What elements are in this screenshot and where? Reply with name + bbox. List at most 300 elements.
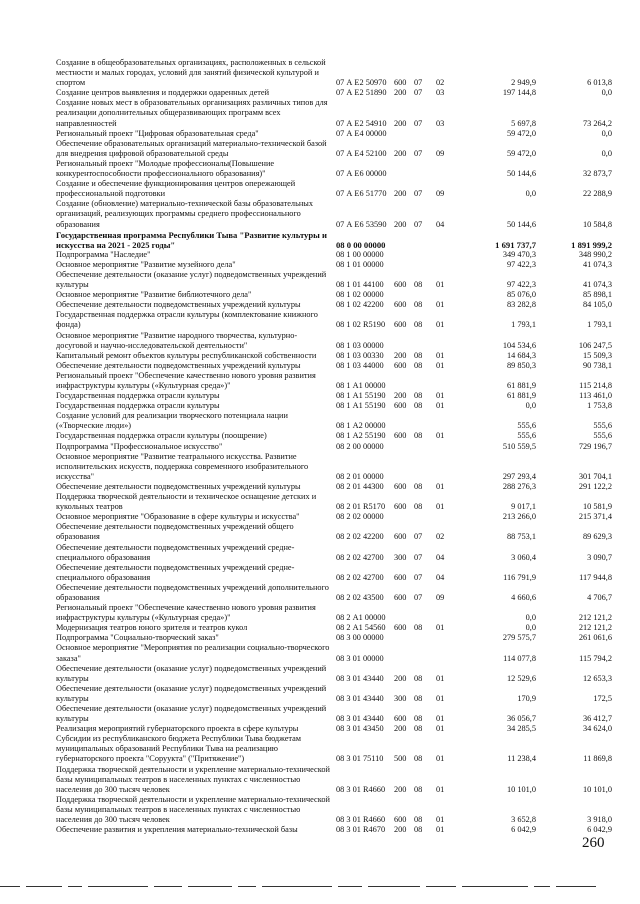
row-amount-2022: 12 653,3	[582, 673, 612, 683]
row-expense-type: 600	[394, 572, 407, 582]
row-csr-code: 08 3 01 43440	[336, 673, 384, 683]
row-name: Субсидии из республиканского бюджета Республики Тыва бюджетам муниципальных образований Республики Тыва на реализацию губернаторского проекта "Соруукта" ("Притяжение")	[56, 734, 302, 764]
row-amount-2022: 85 898,1	[582, 290, 612, 300]
row-amount-2021: 297 293,4	[502, 471, 536, 481]
row-amount-2021: 114 077,8	[503, 653, 536, 663]
row-expense-type: 600	[394, 300, 407, 310]
table-row	[56, 664, 626, 684]
row-section: 08	[414, 401, 423, 411]
row-name: Обеспечение деятельности подведомственных учреждений культуры	[56, 481, 301, 491]
row-amount-2021: 88 753,1	[506, 532, 536, 542]
row-amount-2021: 5 697,8	[511, 118, 536, 128]
row-name: Основное мероприятие "Образование в сфере культуры и искусства"	[56, 512, 300, 522]
row-expense-type: 200	[394, 219, 407, 229]
table-row	[56, 734, 626, 764]
row-csr-code: 08 2 01 00000	[336, 471, 384, 481]
row-csr-code: 08 1 А2 00000	[336, 421, 386, 431]
row-section: 08	[414, 481, 423, 491]
row-csr-code: 08 1 01 44100	[336, 280, 384, 290]
row-name: Поддержка творческой деятельности и укрепление материально-технической базы муниципальных театров в населенных пунктах с численностью населения до 300 тысяч человек	[56, 794, 330, 825]
row-csr-code: 08 1 А2 55190	[336, 431, 386, 441]
row-csr-code: 07 А E2 54910	[336, 118, 387, 128]
table-row	[56, 482, 626, 492]
table-row	[56, 431, 626, 441]
row-amount-2021: 104 534,6	[502, 340, 536, 350]
row-expense-type: 600	[394, 815, 407, 825]
row-amount-2021: 555,6	[517, 431, 536, 441]
table-row	[56, 250, 626, 260]
row-csr-code: 08 2 02 42200	[336, 532, 384, 542]
row-name: Создание условий для реализации творческого потенциала нации («Творческие люди»)	[56, 411, 288, 431]
row-amount-2022: 41 074,3	[582, 280, 612, 290]
row-name: Поддержка творческой деятельности и укрепление материально-технической базы муниципальных театров в населенных пунктах с численностью населения до 300 тысяч человек	[56, 764, 330, 794]
row-name: Обеспечение деятельности подведомственных учреждений культуры	[56, 360, 301, 370]
row-expense-type: 200	[394, 784, 407, 794]
table-row	[56, 583, 626, 603]
row-section: 08	[414, 431, 423, 441]
table-row	[56, 603, 626, 623]
row-amount-2022: 1 891 999,2	[571, 239, 612, 250]
row-section: 08	[414, 815, 423, 825]
row-section: 08	[414, 784, 423, 794]
row-section: 08	[414, 754, 423, 764]
row-csr-code: 08 1 А1 55190	[336, 401, 386, 411]
row-amount-2022: 212 121,2	[578, 623, 612, 633]
row-amount-2021: 97 422,3	[506, 280, 536, 290]
row-subsection: 03	[436, 88, 445, 98]
row-csr-code: 07 А E2 50970	[336, 78, 387, 88]
row-subsection: 09	[436, 148, 445, 158]
row-amount-2022: 113 461,0	[579, 391, 612, 401]
row-section: 08	[414, 825, 423, 835]
row-subsection: 09	[436, 189, 445, 199]
row-amount-2022: 212 121,2	[578, 613, 612, 623]
row-section: 07	[414, 88, 423, 98]
row-subsection: 01	[436, 350, 445, 360]
table-row	[56, 310, 626, 330]
row-section: 07	[414, 189, 423, 199]
row-expense-type: 600	[394, 280, 407, 290]
row-csr-code: 08 2 А1 54560	[336, 623, 386, 633]
row-expense-type: 200	[394, 88, 407, 98]
row-expense-type: 600	[394, 78, 407, 88]
row-amount-2022: 215 371,4	[578, 512, 612, 522]
row-section: 08	[414, 320, 423, 330]
row-section: 08	[414, 714, 423, 724]
row-amount-2021: 0,0	[525, 623, 536, 633]
row-name: Основное мероприятие "Развитие музейного дела"	[56, 259, 236, 269]
row-amount-2022: 261 061,6	[578, 633, 612, 643]
row-amount-2021: 89 850,3	[506, 360, 536, 370]
row-name: Обеспечение образовательных организаций материально-технической базой для внедрения цифровой образовательной среды	[56, 138, 327, 158]
row-amount-2022: 3 918,0	[587, 815, 612, 825]
page-number: 260	[582, 835, 605, 851]
row-name: Государственная поддержка отрасли культуры (комплектование книжного фонда)	[56, 310, 318, 330]
row-expense-type: 200	[394, 825, 407, 835]
row-amount-2022: 11 869,8	[583, 754, 612, 764]
table-row	[56, 270, 626, 290]
row-name: Основное мероприятие "Развитие театрального искусства. Развитие исполнительских искусств, поддержка современного изобразительного искусства"	[56, 451, 309, 481]
row-name: Обеспечение деятельности подведомственных учреждений средне-специального образования	[56, 562, 295, 582]
row-expense-type: 300	[394, 552, 407, 562]
row-amount-2021: 0,0	[525, 401, 536, 411]
row-expense-type: 600	[394, 623, 407, 633]
row-csr-code: 07 А E6 51770	[336, 189, 387, 199]
row-subsection: 01	[436, 673, 445, 683]
row-csr-code: 08 1 А1 00000	[336, 381, 386, 390]
row-subsection: 04	[436, 219, 445, 229]
row-subsection: 01	[436, 320, 445, 330]
row-amount-2021: 1 793,1	[511, 320, 536, 330]
table-row	[56, 724, 626, 734]
table-row	[56, 391, 626, 401]
row-subsection: 01	[436, 360, 445, 370]
table-row	[56, 139, 626, 159]
row-amount-2021: 288 276,3	[502, 481, 536, 491]
row-amount-2021: 59 472,0	[506, 128, 536, 138]
row-csr-code: 08 1 03 44000	[336, 360, 384, 370]
row-subsection: 01	[436, 280, 445, 290]
row-amount-2021: 555,6	[517, 421, 536, 431]
table-row	[56, 159, 626, 179]
row-amount-2021: 97 422,3	[506, 259, 536, 269]
row-section: 08	[414, 693, 423, 703]
row-section: 08	[414, 280, 423, 290]
row-amount-2022: 115 794,2	[579, 653, 612, 663]
row-csr-code: 07 А E6 53590	[336, 219, 387, 229]
row-section: 08	[414, 300, 423, 310]
table-row	[56, 300, 626, 310]
row-expense-type: 600	[394, 481, 407, 491]
row-subsection: 01	[436, 815, 445, 825]
row-expense-type: 300	[394, 693, 407, 703]
row-subsection: 03	[436, 118, 445, 128]
row-subsection: 02	[436, 78, 445, 88]
row-csr-code: 08 3 01 R4660	[336, 815, 386, 825]
row-name: Обеспечение деятельности (оказание услуг) подведомственных учреждений культуры	[56, 269, 327, 290]
row-amount-2021: 349 470,3	[502, 249, 536, 259]
row-csr-code: 08 1 03 00000	[336, 340, 384, 350]
row-amount-2021: 34 285,5	[506, 724, 536, 734]
row-expense-type: 200	[394, 673, 407, 683]
row-expense-type: 600	[394, 532, 407, 542]
table-row	[56, 452, 626, 482]
row-amount-2021: 83 282,8	[506, 300, 536, 310]
row-section: 08	[414, 391, 423, 401]
row-name: Обеспечение деятельности (оказание услуг) подведомственных учреждений культуры	[56, 704, 327, 724]
row-subsection: 01	[436, 724, 445, 734]
row-csr-code: 08 1 01 00000	[336, 259, 384, 269]
row-name: Региональный проект "Молодые профессионалы(Повышение конкурентоспособности профессионального образования)"	[56, 158, 275, 179]
row-subsection: 01	[436, 431, 445, 441]
row-amount-2022: 117 944,8	[579, 572, 612, 582]
row-amount-2021: 3 652,8	[511, 815, 536, 825]
table-row	[56, 633, 626, 643]
row-amount-2021: 510 559,5	[502, 441, 536, 451]
table-row	[56, 492, 626, 512]
table-row	[56, 623, 626, 633]
row-amount-2021: 197 144,8	[502, 88, 536, 98]
row-csr-code: 08 2 А1 00000	[336, 613, 386, 623]
row-name: Обеспечение деятельности подведомственных учреждений средне-специального образования	[56, 542, 295, 562]
row-csr-code: 08 2 01 R5170	[336, 502, 386, 512]
row-amount-2021: 11 238,4	[507, 754, 536, 764]
row-name: Обеспечение деятельности подведомственных учреждений культуры	[56, 300, 301, 310]
row-amount-2021: 61 881,9	[506, 381, 536, 390]
table-row	[56, 543, 626, 563]
row-csr-code: 08 1 А1 55190	[336, 391, 386, 401]
row-subsection: 01	[436, 754, 445, 764]
table-row	[56, 58, 626, 88]
row-amount-2021: 213 266,0	[502, 512, 536, 522]
row-expense-type: 200	[394, 724, 407, 734]
row-amount-2022: 90 738,1	[582, 360, 612, 370]
row-section: 07	[414, 78, 423, 88]
row-amount-2022: 555,6	[593, 421, 612, 431]
row-amount-2022: 10 584,8	[582, 219, 612, 229]
row-expense-type: 200	[394, 148, 407, 158]
row-csr-code: 08 0 00 00000	[336, 239, 386, 250]
row-amount-2022: 3 090,7	[587, 552, 612, 562]
row-csr-code: 08 1 03 00330	[336, 350, 384, 360]
row-csr-code: 08 3 01 00000	[336, 653, 384, 663]
footer-dashed-rule	[0, 886, 640, 888]
row-amount-2021: 61 881,9	[506, 391, 536, 401]
row-amount-2022: 301 704,1	[578, 471, 612, 481]
row-csr-code: 08 3 01 R4660	[336, 784, 386, 794]
table-row	[56, 98, 626, 128]
row-name: Создание центров выявления и поддержки одаренных детей	[56, 88, 270, 98]
row-amount-2021: 36 056,7	[506, 714, 536, 724]
table-row	[56, 563, 626, 583]
row-amount-2022: 1 753,8	[587, 401, 612, 411]
row-name: Основное мероприятие "Развитие библиотечного дела"	[56, 290, 252, 300]
row-name: Государственная поддержка отрасли культуры	[56, 401, 220, 411]
row-name: Обеспечение развития и укрепления материально-технической базы	[56, 825, 298, 835]
table-row	[56, 179, 626, 199]
table-row	[56, 512, 626, 522]
row-amount-2022: 89 629,3	[582, 532, 612, 542]
row-csr-code: 08 1 02 R5190	[336, 320, 386, 330]
row-expense-type: 200	[394, 189, 407, 199]
row-name: Капитальный ремонт объектов культуры республиканской собственности	[56, 350, 317, 360]
row-expense-type: 600	[394, 401, 407, 411]
row-name: Обеспечение деятельности (оказание услуг) подведомственных учреждений культуры	[56, 663, 327, 683]
row-name: Региональный проект "Обеспечение качественно нового уровня развития инфраструктуры культуры («Культурная среда»)"	[56, 603, 316, 623]
table-row	[56, 795, 626, 825]
row-amount-2022: 32 873,7	[582, 169, 612, 179]
table-row	[56, 371, 626, 391]
row-amount-2022: 172,5	[593, 693, 612, 703]
row-csr-code: 08 2 02 00000	[336, 512, 384, 522]
row-subsection: 01	[436, 784, 445, 794]
row-expense-type: 600	[394, 431, 407, 441]
row-subsection: 01	[436, 481, 445, 491]
row-subsection: 04	[436, 572, 445, 582]
row-amount-2021: 116 791,9	[503, 572, 536, 582]
row-csr-code: 08 3 01 43440	[336, 714, 384, 724]
row-csr-code: 08 2 02 43500	[336, 592, 384, 602]
row-expense-type: 200	[394, 350, 407, 360]
row-section: 07	[414, 219, 423, 229]
row-amount-2022: 84 105,0	[582, 300, 612, 310]
row-csr-code: 08 3 00 00000	[336, 633, 384, 643]
row-name: Обеспечение деятельности подведомственных учреждений дополнительного образования	[56, 582, 329, 602]
row-subsection: 01	[436, 825, 445, 835]
table-row	[56, 825, 626, 835]
table-row	[56, 401, 626, 411]
row-name: Основное мероприятие "Мероприятия по реализации социально-творческого заказа"	[56, 643, 330, 663]
row-amount-2022: 291 122,2	[578, 481, 612, 491]
row-amount-2021: 50 144,6	[506, 169, 536, 179]
table-row	[56, 230, 626, 250]
row-csr-code: 08 3 01 R4670	[336, 825, 386, 835]
row-amount-2022: 1 793,1	[587, 320, 612, 330]
row-name: Государственная поддержка отрасли культуры (поощрение)	[56, 431, 267, 441]
row-amount-2021: 6 042,9	[511, 825, 536, 835]
row-section: 07	[414, 592, 423, 602]
row-subsection: 01	[436, 502, 445, 512]
table-row	[56, 704, 626, 724]
row-amount-2021: 3 060,4	[511, 552, 536, 562]
row-expense-type: 200	[394, 391, 407, 401]
row-amount-2021: 4 660,6	[511, 592, 536, 602]
row-section: 08	[414, 360, 423, 370]
row-amount-2022: 0,0	[601, 128, 612, 138]
row-csr-code: 08 2 01 44300	[336, 481, 384, 491]
row-subsection: 01	[436, 623, 445, 633]
row-csr-code: 07 А E2 51890	[336, 88, 387, 98]
row-amount-2021: 50 144,6	[506, 219, 536, 229]
table-row	[56, 522, 626, 542]
row-subsection: 02	[436, 532, 445, 542]
row-amount-2022: 41 074,3	[582, 259, 612, 269]
table-row	[56, 765, 626, 795]
row-amount-2022: 34 624,0	[582, 724, 612, 734]
row-amount-2021: 2 949,9	[511, 78, 536, 88]
row-amount-2021: 1 691 737,7	[495, 239, 536, 250]
row-csr-code: 08 2 02 42700	[336, 552, 384, 562]
row-expense-type: 200	[394, 118, 407, 128]
row-name: Обеспечение деятельности подведомственных учреждений общего образования	[56, 522, 294, 542]
budget-table	[56, 58, 626, 835]
row-name: Реализация мероприятий губернаторского проекта в сфере культуры	[56, 724, 299, 734]
row-csr-code: 08 3 01 43450	[336, 724, 384, 734]
row-subsection: 01	[436, 401, 445, 411]
row-expense-type: 500	[394, 754, 407, 764]
row-name: Региональный проект "Цифровая образовательная среда"	[56, 128, 259, 138]
row-amount-2021: 0,0	[525, 613, 536, 623]
table-row	[56, 199, 626, 229]
row-expense-type: 600	[394, 714, 407, 724]
row-name: Региональный проект "Обеспечение качественно нового уровня развития инфраструктуры культуры («Культурная среда»)"	[56, 370, 316, 390]
row-name: Создание (обновление) материально-технической базы образовательных организаций, реализующих программы среднего профессионального образования	[56, 199, 314, 229]
row-amount-2022: 6 042,9	[587, 825, 612, 835]
row-name: Подпрограмма "Профессиональное искусство"	[56, 441, 223, 451]
row-name: Модернизация театров юного зрителя и театров кукол	[56, 623, 248, 633]
row-amount-2021: 279 575,7	[502, 633, 536, 643]
row-section: 07	[414, 148, 423, 158]
row-subsection: 09	[436, 592, 445, 602]
table-row	[56, 129, 626, 139]
row-section: 07	[414, 118, 423, 128]
row-name: Создание в общеобразовательных организациях, расположенных в сельской местности и малых городах, условий для занятий физической культурой и спортом	[56, 58, 326, 88]
row-subsection: 01	[436, 391, 445, 401]
row-amount-2022: 73 264,2	[582, 118, 612, 128]
row-amount-2022: 6 013,8	[587, 78, 612, 88]
row-amount-2022: 0,0	[601, 88, 612, 98]
row-name: Создание новых мест в образовательных организациях различных типов для реализации дополнительных общеразвивающих программ всех направленностей	[56, 98, 328, 128]
row-amount-2022: 115 214,8	[579, 381, 612, 390]
row-csr-code: 08 2 02 42700	[336, 572, 384, 582]
row-amount-2022: 348 990,2	[578, 249, 612, 259]
table-row	[56, 361, 626, 371]
row-amount-2021: 10 101,0	[506, 784, 536, 794]
row-section: 08	[414, 623, 423, 633]
row-subsection: 01	[436, 300, 445, 310]
table-row	[56, 331, 626, 351]
row-subsection: 01	[436, 693, 445, 703]
row-amount-2022: 0,0	[601, 148, 612, 158]
row-expense-type: 600	[394, 320, 407, 330]
table-row	[56, 411, 626, 431]
row-section: 07	[414, 552, 423, 562]
row-amount-2022: 10 581,9	[582, 502, 612, 512]
row-csr-code: 07 А E4 00000	[336, 128, 387, 138]
row-csr-code: 08 3 01 43440	[336, 693, 384, 703]
row-name: Государственная поддержка отрасли культуры	[56, 391, 220, 401]
row-expense-type: 600	[394, 502, 407, 512]
row-csr-code: 08 2 00 00000	[336, 441, 384, 451]
row-subsection: 01	[436, 714, 445, 724]
row-expense-type: 600	[394, 592, 407, 602]
row-name: Поддержка творческой деятельности и техническое оснащение детских и кукольных театров	[56, 492, 317, 512]
row-name: Подпрограмма "Наследие"	[56, 249, 151, 259]
row-amount-2021: 0,0	[525, 189, 536, 199]
row-amount-2021: 14 684,3	[506, 350, 536, 360]
table-row	[56, 88, 626, 98]
table-row	[56, 442, 626, 452]
row-name: Основное мероприятие "Развитие народного творчества, культурно-досуговой и научно-исследовательской деятельности"	[56, 330, 298, 350]
row-csr-code: 08 1 02 00000	[336, 290, 384, 300]
table-row	[56, 351, 626, 361]
table-row	[56, 643, 626, 663]
row-amount-2021: 170,9	[517, 693, 536, 703]
row-csr-code: 08 3 01 75110	[336, 754, 384, 764]
row-expense-type: 600	[394, 360, 407, 370]
table-row	[56, 684, 626, 704]
row-section: 08	[414, 502, 423, 512]
row-amount-2022: 106 247,5	[578, 340, 612, 350]
row-amount-2021: 85 076,0	[506, 290, 536, 300]
row-amount-2022: 729 196,7	[578, 441, 612, 451]
row-amount-2022: 555,6	[593, 431, 612, 441]
row-csr-code: 08 1 02 42200	[336, 300, 384, 310]
row-section: 07	[414, 572, 423, 582]
row-csr-code: 08 1 00 00000	[336, 249, 384, 259]
row-amount-2021: 12 529,6	[506, 673, 536, 683]
row-section: 08	[414, 673, 423, 683]
row-amount-2022: 36 412,7	[582, 714, 612, 724]
row-subsection: 04	[436, 552, 445, 562]
row-amount-2022: 22 288,9	[582, 189, 612, 199]
row-amount-2021: 59 472,0	[506, 148, 536, 158]
row-csr-code: 07 А E4 52100	[336, 148, 387, 158]
row-amount-2021: 9 017,1	[511, 502, 536, 512]
row-name: Создание и обеспечение функционирования центров опережающей профессиональной подготовки	[56, 179, 296, 199]
row-amount-2022: 10 101,0	[582, 784, 612, 794]
row-csr-code: 07 А E6 00000	[336, 169, 387, 179]
